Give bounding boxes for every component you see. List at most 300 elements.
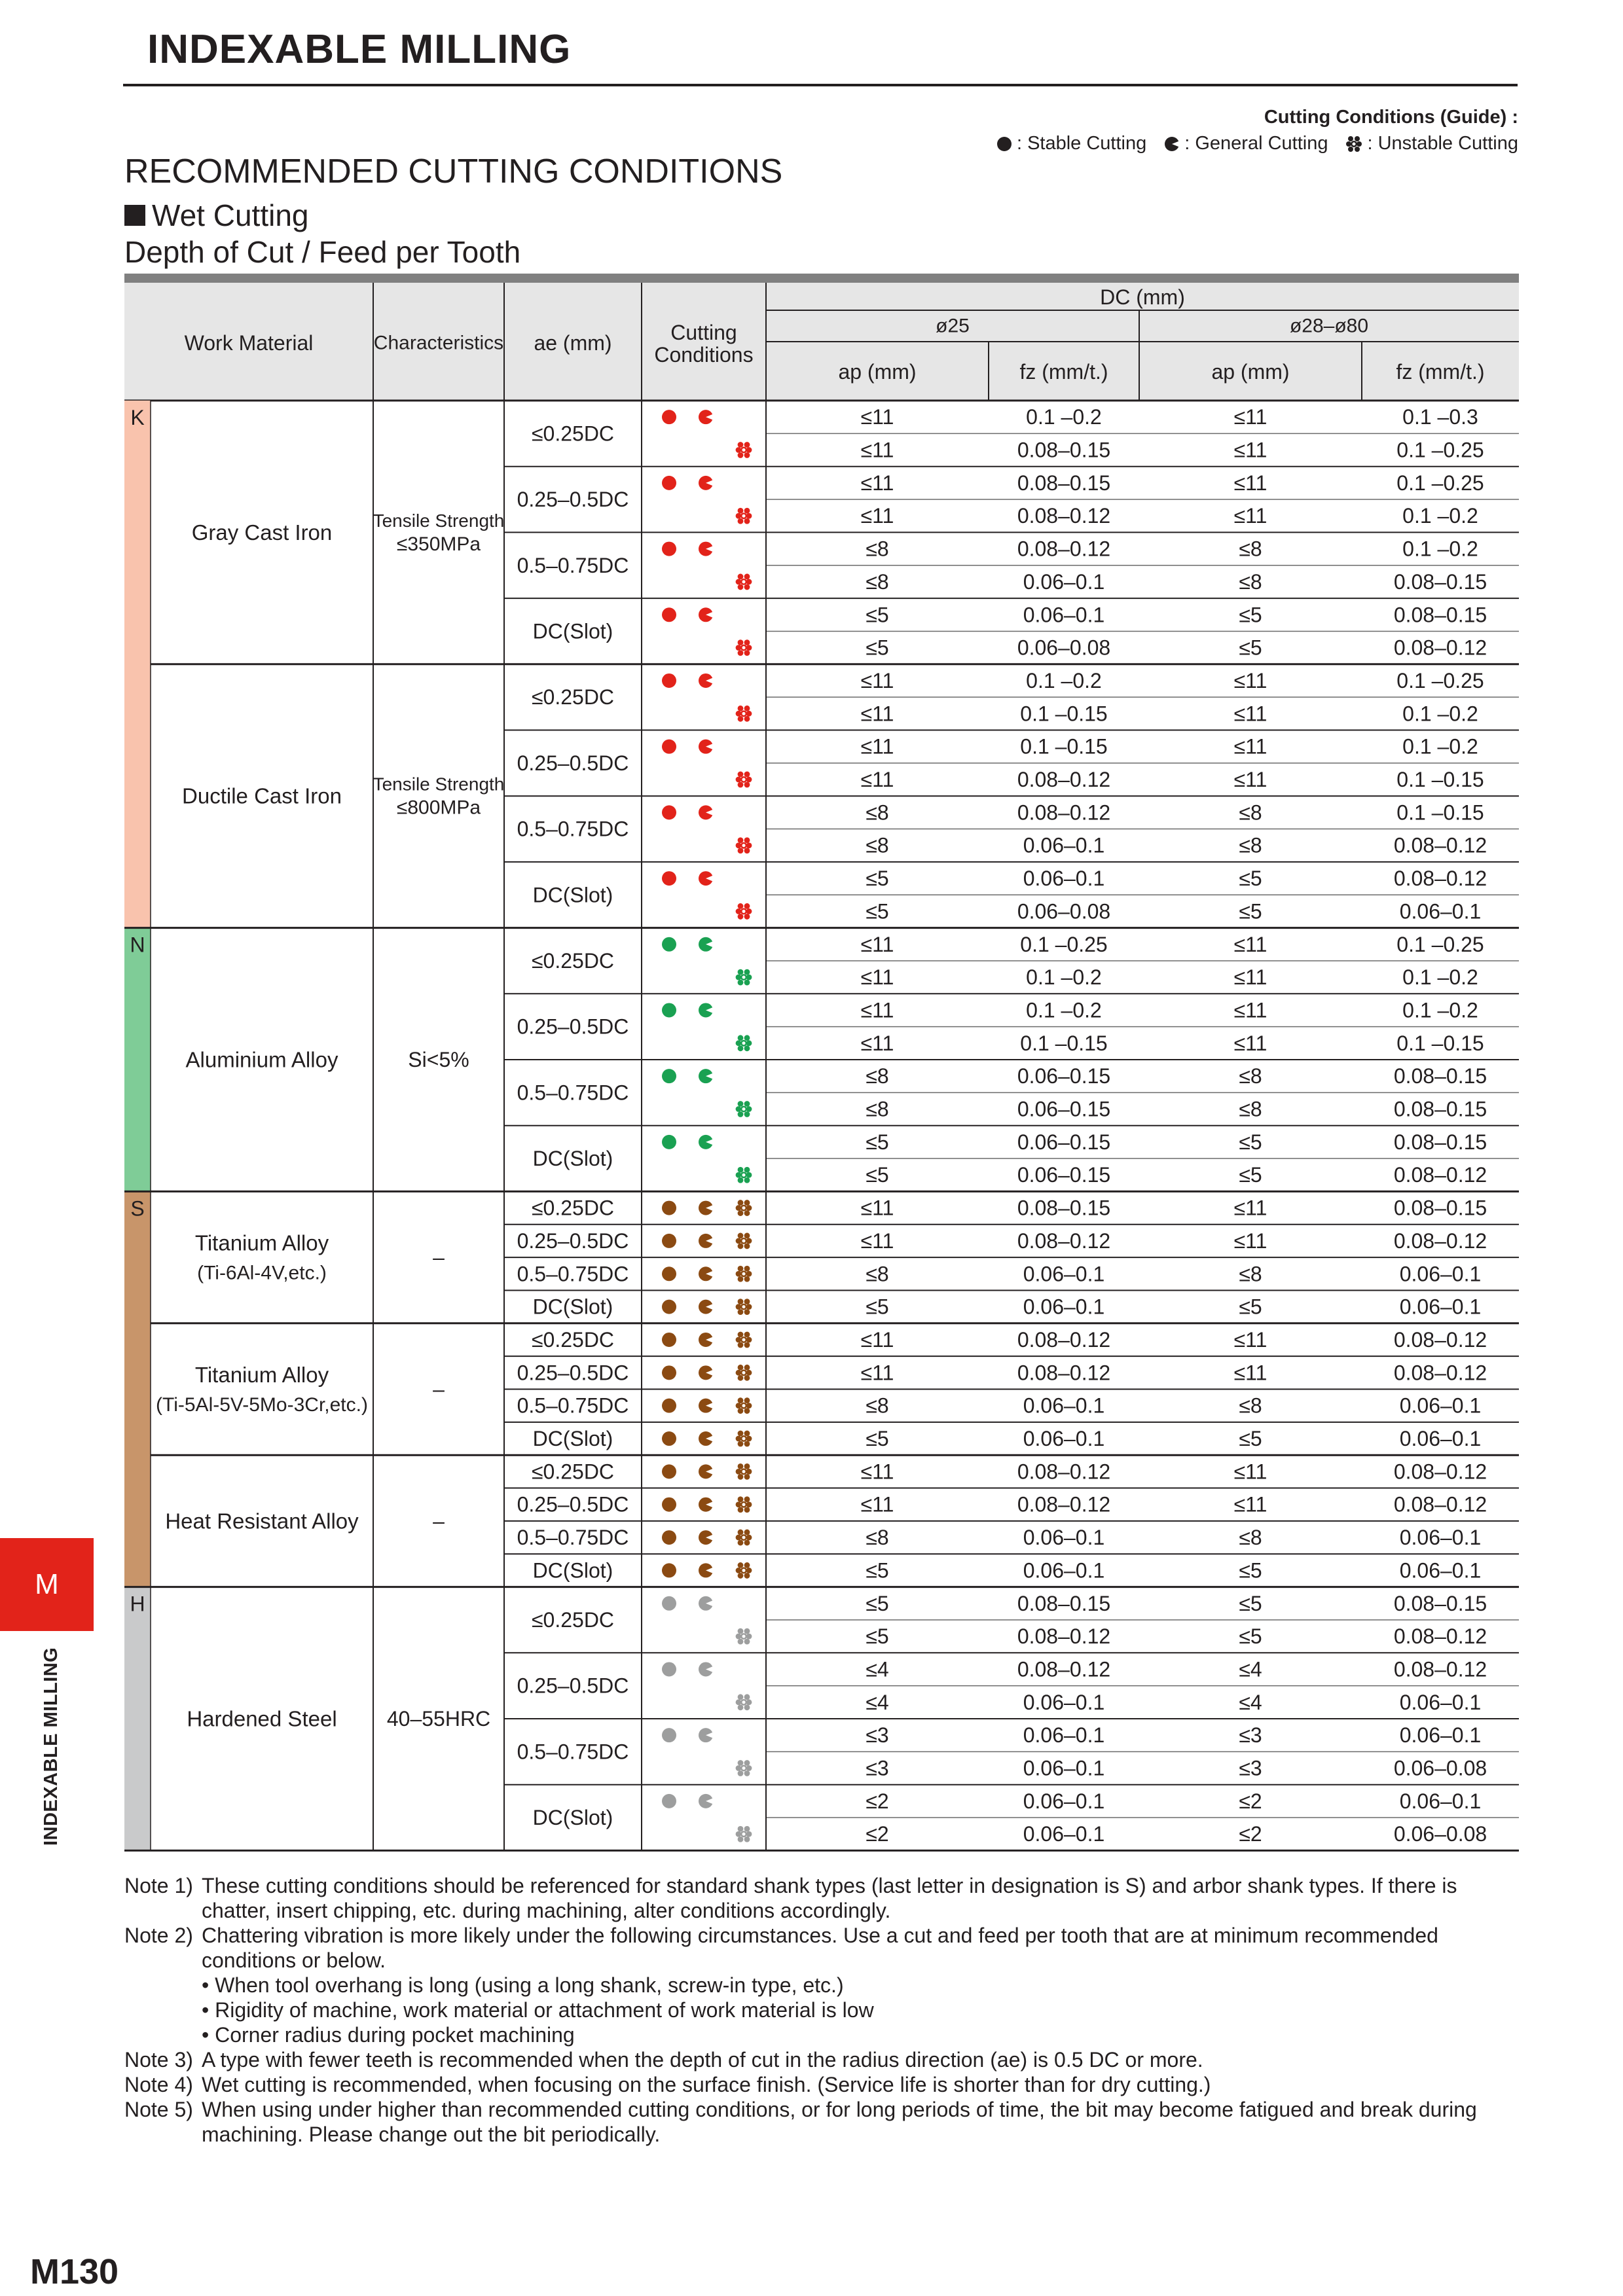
cell-fz-d25: 0.06–0.1: [1023, 1262, 1105, 1286]
cell-ap-d25: ≤11: [860, 702, 894, 726]
stable-cutting-icon: [662, 1530, 676, 1545]
stable-cutting-icon: [662, 1300, 676, 1314]
iso-group-color-bar: [124, 1587, 151, 1851]
cell-fz-d28: 0.1 –0.2: [1402, 734, 1478, 759]
cell-fz-d28: 0.08–0.15: [1393, 1591, 1487, 1615]
unstable-cutting-icon-petal: [744, 1540, 750, 1546]
cell-work-material: Hardened Steel: [187, 1706, 337, 1731]
cell-ap-d28: ≤8: [1239, 537, 1262, 561]
cell-fz-d28: 0.1 –0.25: [1396, 668, 1484, 692]
cell-fz-d28: 0.08–0.12: [1393, 1361, 1487, 1385]
unstable-cutting-icon-petal: [738, 980, 744, 986]
stable-cutting-icon: [662, 1003, 676, 1017]
unstable-cutting-icon-petal: [738, 1562, 744, 1568]
unstable-cutting-icon-petal: [744, 706, 750, 711]
cell-ap-d25: ≤8: [866, 1526, 889, 1550]
cell-fz-d28: 0.08–0.12: [1393, 1327, 1487, 1352]
cell-ae: DC(Slot): [532, 619, 613, 643]
unstable-cutting-icon: [736, 1200, 752, 1216]
cell-fz-d25: 0.06–0.1: [1023, 1393, 1105, 1418]
unstable-cutting-icon-hole: [742, 1338, 746, 1341]
header-cutting: Cutting: [670, 321, 737, 344]
cell-fz-d25: 0.08–0.12: [1017, 537, 1111, 561]
cell-ap-d25: ≤8: [866, 1064, 889, 1088]
cell-fz-d28: 0.1 –0.2: [1402, 702, 1478, 726]
cell-fz-d28: 0.08–0.12: [1393, 1460, 1487, 1484]
cell-work-material-grade: (Ti-6Al-4V,etc.): [197, 1262, 327, 1284]
stable-cutting-icon: [662, 740, 676, 754]
unstable-cutting-icon-petal: [738, 1342, 744, 1348]
stable-cutting-icon: [996, 135, 1013, 152]
unstable-cutting-icon-petal: [738, 1276, 744, 1282]
cell-fz-d28: 0.06–0.1: [1399, 1723, 1482, 1748]
unstable-cutting-icon-petal: [738, 1408, 744, 1414]
unstable-cutting-icon: [736, 1365, 752, 1381]
side-tab-m[interactable]: M: [0, 1538, 94, 1631]
cell-fz-d25: 0.08–0.15: [1017, 1591, 1111, 1615]
unstable-cutting-icon: [736, 1826, 752, 1842]
unstable-cutting-icon-petal: [744, 1694, 750, 1700]
cell-fz-d25: 0.08–0.12: [1017, 800, 1111, 825]
cell-ap-d25: ≤5: [866, 1624, 889, 1649]
unstable-cutting-icon-petal: [738, 639, 744, 645]
cell-ap-d25: ≤5: [866, 1558, 889, 1583]
unstable-cutting-icon-petal: [744, 914, 750, 920]
unstable-cutting-icon-petal: [738, 1441, 744, 1447]
legend-title: Cutting Conditions (Guide) :: [1264, 107, 1518, 128]
cell-ap-d25: ≤5: [866, 1130, 889, 1154]
stable-cutting-icon: [662, 1662, 676, 1676]
cell-fz-d28: 0.1 –0.15: [1396, 800, 1484, 825]
note-4: [124, 2072, 1525, 2097]
cell-ap-d28: ≤5: [1239, 867, 1262, 891]
cell-ap-d25: ≤11: [860, 734, 894, 759]
cell-fz-d25: 0.06–0.15: [1017, 1097, 1111, 1121]
unstable-cutting-icon: [736, 574, 752, 590]
cell-characteristics: Si<5%: [408, 1048, 469, 1071]
cell-fz-d28: 0.08–0.15: [1393, 1097, 1487, 1121]
cell-ap-d28: ≤5: [1239, 1130, 1262, 1154]
cell-fz-d28: 0.06–0.1: [1399, 1427, 1482, 1451]
unstable-cutting-icon-hole: [742, 1107, 746, 1111]
unstable-cutting-icon: [736, 1299, 752, 1315]
unstable-cutting-icon-petal: [744, 1463, 750, 1469]
cell-ap-d28: ≤5: [1239, 1558, 1262, 1583]
unstable-cutting-icon-hole: [742, 646, 746, 649]
unstable-cutting-icon-hole: [742, 1206, 746, 1210]
note-2-label: Note 2): [124, 1924, 193, 1947]
unstable-cutting-icon-petal: [738, 1507, 744, 1513]
unstable-cutting-icon-petal: [738, 1530, 744, 1535]
stable-cutting-icon: [662, 1596, 676, 1611]
cell-fz-d25: 0.06–0.1: [1023, 569, 1105, 594]
cell-ap-d25: ≤2: [866, 1789, 889, 1813]
unstable-cutting-icon-petal: [744, 1299, 750, 1304]
cell-fz-d28: 0.1 –0.25: [1396, 471, 1484, 495]
unstable-cutting-icon-petal: [744, 1200, 750, 1206]
cell-fz-d25: 0.08–0.12: [1017, 1361, 1111, 1385]
header-title: INDEXABLE MILLING: [147, 27, 572, 72]
cell-fz-d28: 0.1 –0.2: [1402, 965, 1478, 990]
cell-fz-d25: 0.08–0.15: [1017, 438, 1111, 462]
cell-ap-d28: ≤8: [1239, 569, 1262, 594]
stable-cutting-icon: [662, 1794, 676, 1808]
cell-ap-d25: ≤5: [866, 867, 889, 891]
cell-fz-d28: 0.08–0.12: [1393, 1229, 1487, 1253]
cell-ap-d28: ≤8: [1239, 1262, 1262, 1286]
stable-cutting-icon: [662, 673, 676, 688]
cell-fz-d25: 0.08–0.12: [1017, 504, 1111, 528]
unstable-cutting-icon-hole: [742, 1569, 746, 1572]
cell-fz-d25: 0.06–0.15: [1017, 1130, 1111, 1154]
unstable-cutting-icon-petal: [744, 1408, 750, 1414]
unstable-cutting-icon-petal: [738, 1397, 744, 1403]
unstable-cutting-icon-petal: [744, 1562, 750, 1568]
unstable-cutting-icon: [736, 772, 752, 788]
cell-fz-d28: 0.06–0.1: [1399, 1295, 1482, 1319]
note-4-text: Wet cutting is recommended, when focusing on the surface finish. (Service life is shorter than for dry cutting.): [202, 2073, 1211, 2096]
cell-ae: ≤0.25DC: [531, 1196, 615, 1220]
cell-ae: 0.5–0.75DC: [517, 817, 629, 841]
cell-ap-d28: ≤8: [1239, 1526, 1262, 1550]
cell-fz-d25: 0.1 –0.15: [1020, 702, 1108, 726]
unstable-cutting-icon-petal: [744, 772, 750, 778]
cell-ap-d28: ≤5: [1239, 603, 1262, 627]
unstable-cutting-icon-petal: [744, 1837, 750, 1842]
cell-fz-d28: 0.1 –0.25: [1396, 438, 1484, 462]
cell-ae: DC(Slot): [532, 1295, 613, 1319]
note-2-bullet-1: • When tool overhang is long (using a long shank, screw-in type, etc.): [202, 1973, 844, 1997]
cell-ap-d25: ≤11: [860, 1031, 894, 1055]
cell-fz-d28: 0.08–0.12: [1393, 1492, 1487, 1516]
cell-ae: 0.25–0.5DC: [517, 1229, 629, 1253]
unstable-cutting-icon: [736, 1562, 752, 1579]
unstable-cutting-icon-hole: [742, 778, 746, 781]
cell-ap-d28: ≤11: [1233, 998, 1267, 1022]
header-rule: [123, 84, 1518, 86]
general-cutting-icon: [1163, 135, 1180, 152]
unstable-cutting-icon-petal: [744, 1375, 750, 1381]
unstable-cutting-icon-petal: [744, 1704, 750, 1710]
unstable-cutting-icon-petal: [738, 1628, 744, 1634]
stable-cutting-icon: [662, 542, 676, 556]
cell-fz-d25: 0.08–0.12: [1017, 1492, 1111, 1516]
iso-group-color-bar: [124, 1191, 151, 1587]
unstable-cutting-icon: [736, 837, 752, 853]
cell-ap-d28: ≤11: [1233, 1327, 1267, 1352]
stable-cutting-icon: [662, 1234, 676, 1248]
unstable-cutting-icon-petal: [744, 1639, 750, 1645]
unstable-cutting-icon: [736, 903, 752, 920]
cell-fz-d25: 0.06–0.1: [1023, 1295, 1105, 1319]
cell-ap-d28: ≤11: [1233, 702, 1267, 726]
iso-group-code: K: [130, 406, 145, 429]
unstable-cutting-icon-hole: [742, 580, 746, 583]
unstable-cutting-icon-petal: [738, 1770, 744, 1776]
cell-ap-d25: ≤5: [866, 899, 889, 924]
cell-ae: 0.5–0.75DC: [517, 1740, 629, 1764]
cell-work-material-grade: (Ti-5Al-5V-5Mo-3Cr,etc.): [156, 1394, 368, 1416]
cell-fz-d28: 0.06–0.1: [1399, 899, 1482, 924]
cell-fz-d28: 0.1 –0.25: [1396, 932, 1484, 956]
legend-general-label: : General Cutting: [1184, 133, 1328, 154]
unstable-cutting-icon-petal: [738, 1365, 744, 1371]
cell-ap-d28: ≤11: [1233, 965, 1267, 990]
cell-ap-d25: ≤11: [860, 1460, 894, 1484]
unstable-cutting-icon-hole: [742, 1635, 746, 1638]
cell-ap-d28: ≤4: [1239, 1690, 1262, 1714]
unstable-cutting-icon-hole: [742, 448, 746, 452]
cell-fz-d25: 0.06–0.1: [1023, 1756, 1105, 1780]
note-2-text: Chattering vibration is more likely under the following circumstances. Use a cut and feed per tooth that are at minimum recommended conditions or below.: [202, 1924, 1438, 1972]
stable-cutting-icon: [662, 1201, 676, 1215]
unstable-cutting-icon-petal: [738, 1177, 744, 1183]
cell-fz-d25: 0.08–0.15: [1017, 1196, 1111, 1220]
unstable-cutting-icon-petal: [744, 1826, 750, 1832]
cell-ap-d28: ≤11: [1233, 405, 1267, 429]
cell-characteristics-value: ≤800MPa: [396, 797, 481, 819]
unstable-cutting-icon-petal: [738, 716, 744, 722]
unstable-cutting-icon-petal: [738, 1233, 744, 1239]
unstable-cutting-icon-petal: [744, 848, 750, 853]
cell-characteristics: Tensile Strength: [373, 510, 505, 531]
unstable-cutting-icon-petal: [738, 782, 744, 788]
cell-ae: ≤0.25DC: [531, 1460, 615, 1484]
cell-ap-d28: ≤11: [1233, 932, 1267, 956]
unstable-cutting-icon-petal: [738, 903, 744, 909]
unstable-cutting-icon: [736, 969, 752, 986]
unstable-cutting-icon-petal: [738, 914, 744, 920]
unstable-cutting-icon-petal: [744, 716, 750, 722]
header-dc: DC (mm): [1100, 285, 1185, 309]
unstable-cutting-icon-petal: [738, 1826, 744, 1832]
unstable-cutting-icon: [736, 1035, 752, 1051]
unstable-cutting-icon-petal: [738, 1035, 744, 1041]
unstable-cutting-icon-petal: [738, 1573, 744, 1579]
section-subtitle: [124, 198, 308, 233]
unstable-cutting-icon-petal: [738, 848, 744, 853]
unstable-cutting-icon-petal: [738, 650, 744, 656]
note-4-label: Note 4): [124, 2073, 193, 2096]
unstable-cutting-icon-hole: [742, 844, 746, 847]
cell-work-material: Titanium Alloy: [194, 1230, 329, 1255]
note-1: [124, 1873, 1525, 1923]
cell-characteristics: –: [433, 1509, 445, 1533]
unstable-cutting-icon-petal: [738, 1045, 744, 1051]
unstable-cutting-icon-petal: [738, 969, 744, 975]
unstable-cutting-icon-petal: [738, 1837, 744, 1842]
cell-ae: DC(Slot): [532, 1427, 613, 1451]
cell-ae: ≤0.25DC: [531, 685, 615, 709]
cell-fz-d25: 0.08–0.12: [1017, 1229, 1111, 1253]
unstable-cutting-icon: [736, 1463, 752, 1480]
stable-cutting-icon: [662, 937, 676, 952]
note-5-text: When using under higher than recommended cutting conditions, or for long periods of time, the bit may become fatigued and break during machining. Please change out the bit periodically.: [202, 2098, 1477, 2146]
unstable-cutting-icon-petal: [738, 1101, 744, 1107]
unstable-cutting-icon-petal: [738, 1496, 744, 1502]
stable-cutting-icon: [662, 1464, 676, 1479]
unstable-cutting-icon: [736, 508, 752, 524]
note-1-text: These cutting conditions should be referenced for standard shank types (last letter in designation is S) and arbor shank types. If there is chatter, insert chipping, etc. during machining, alter conditions accordingly.: [202, 1874, 1457, 1922]
cell-fz-d28: 0.1 –0.2: [1402, 537, 1478, 561]
cell-ae: DC(Slot): [532, 1147, 613, 1171]
unstable-cutting-icon-petal: [738, 1309, 744, 1315]
cell-ap-d25: ≤11: [860, 405, 894, 429]
stable-cutting-icon: [662, 1365, 676, 1380]
cell-work-material: Ductile Cast Iron: [182, 783, 342, 808]
unstable-cutting-icon-petal: [744, 1441, 750, 1447]
cell-ae: ≤0.25DC: [531, 422, 615, 446]
cell-ap-d25: ≤3: [866, 1756, 889, 1780]
cell-ap-d25: ≤8: [866, 1097, 889, 1121]
cell-fz-d25: 0.1 –0.2: [1026, 998, 1102, 1022]
cell-ap-d25: ≤3: [866, 1723, 889, 1748]
note-2-bullet-2: • Rigidity of machine, work material or attachment of work material is low: [202, 1998, 874, 2022]
cell-ap-d25: ≤11: [860, 1492, 894, 1516]
stable-cutting-icon: [662, 805, 676, 819]
unstable-cutting-icon-petal: [738, 1474, 744, 1480]
cell-fz-d28: 0.08–0.15: [1393, 569, 1487, 594]
unstable-cutting-icon: [736, 1266, 752, 1282]
cell-work-material: Heat Resistant Alloy: [165, 1509, 359, 1534]
cell-fz-d28: 0.08–0.15: [1393, 1130, 1487, 1154]
unstable-cutting-icon-petal: [738, 837, 744, 843]
cell-ap-d28: ≤11: [1233, 768, 1267, 792]
note-1-label: Note 1): [124, 1874, 193, 1897]
cell-ap-d28: ≤11: [1233, 438, 1267, 462]
cell-ae: ≤0.25DC: [531, 948, 615, 973]
cell-fz-d25: 0.08–0.12: [1017, 1460, 1111, 1484]
cell-fz-d25: 0.06–0.1: [1023, 867, 1105, 891]
unstable-cutting-icon-petal: [738, 1431, 744, 1437]
cell-fz-d28: 0.08–0.12: [1393, 1624, 1487, 1649]
unstable-cutting-icon-petal: [744, 1770, 750, 1776]
cell-fz-d28: 0.1 –0.15: [1396, 1031, 1484, 1055]
cell-ap-d28: ≤11: [1233, 1460, 1267, 1484]
cell-ap-d25: ≤5: [866, 1163, 889, 1187]
cell-ae: 0.25–0.5DC: [517, 1361, 629, 1385]
unstable-cutting-icon: [736, 442, 752, 458]
unstable-cutting-icon: [736, 1530, 752, 1546]
cell-ae: 0.25–0.5DC: [517, 1674, 629, 1698]
unstable-cutting-icon-petal: [744, 1167, 750, 1173]
unstable-cutting-icon-hole: [742, 1272, 746, 1276]
cell-ae: 0.25–0.5DC: [517, 1492, 629, 1516]
cell-fz-d25: 0.06–0.1: [1023, 603, 1105, 627]
cell-ae: DC(Slot): [532, 1806, 613, 1830]
unstable-cutting-icon-petal: [744, 442, 750, 448]
unstable-cutting-icon: [736, 1694, 752, 1710]
unstable-cutting-icon-petal: [744, 518, 750, 524]
cell-fz-d25: 0.1 –0.25: [1020, 932, 1108, 956]
cell-fz-d25: 0.06–0.15: [1017, 1163, 1111, 1187]
cell-ap-d25: ≤8: [866, 1393, 889, 1418]
cell-fz-d25: 0.06–0.1: [1023, 833, 1105, 857]
cell-fz-d28: 0.08–0.12: [1393, 833, 1487, 857]
unstable-cutting-icon-petal: [738, 1244, 744, 1249]
cell-ae: 0.25–0.5DC: [517, 488, 629, 512]
unstable-cutting-icon-petal: [738, 1375, 744, 1381]
unstable-cutting-icon-petal: [744, 980, 750, 986]
unstable-cutting-icon-petal: [738, 772, 744, 778]
cell-ae: 0.5–0.75DC: [517, 1262, 629, 1286]
cell-work-material: Titanium Alloy: [194, 1363, 329, 1387]
cell-fz-d28: 0.08–0.15: [1393, 1196, 1487, 1220]
unstable-cutting-icon-petal: [738, 1760, 744, 1766]
unstable-cutting-icon-petal: [738, 1332, 744, 1338]
cell-fz-d25: 0.08–0.12: [1017, 1327, 1111, 1352]
unstable-cutting-icon: [736, 1397, 752, 1414]
stable-cutting-icon: [662, 1399, 676, 1413]
cell-ap-d28: ≤5: [1239, 1427, 1262, 1451]
cell-fz-d25: 0.06–0.1: [1023, 1526, 1105, 1550]
cutting-conditions-table: [124, 274, 1519, 1862]
stable-cutting-icon: [662, 476, 676, 490]
cell-ap-d28: ≤5: [1239, 899, 1262, 924]
cell-ap-d25: ≤11: [860, 932, 894, 956]
cell-fz-d28: 0.1 –0.2: [1402, 998, 1478, 1022]
stable-cutting-icon: [662, 1563, 676, 1577]
unstable-cutting-icon-petal: [738, 1463, 744, 1469]
cell-ap-d28: ≤11: [1233, 1361, 1267, 1385]
unstable-cutting-icon-petal: [744, 1507, 750, 1513]
unstable-cutting-icon-petal: [744, 1496, 750, 1502]
cell-fz-d28: 0.06–0.08: [1393, 1822, 1487, 1846]
unstable-cutting-icon-petal: [744, 1101, 750, 1107]
header-fz-2: fz (mm/t.): [1396, 360, 1485, 384]
unstable-cutting-icon-petal: [744, 1332, 750, 1338]
stable-cutting-icon: [662, 1498, 676, 1512]
cell-fz-d25: 0.06–0.08: [1017, 636, 1111, 660]
iso-group-color-bar: [124, 401, 151, 928]
cell-ap-d28: ≤8: [1239, 800, 1262, 825]
cell-ap-d25: ≤11: [860, 1229, 894, 1253]
unstable-cutting-icon-petal: [744, 508, 750, 514]
cell-ap-d28: ≤11: [1233, 734, 1267, 759]
unstable-cutting-icon-petal: [744, 1266, 750, 1272]
cell-ap-d25: ≤11: [860, 504, 894, 528]
cell-ap-d25: ≤5: [866, 1427, 889, 1451]
unstable-cutting-icon-petal: [744, 1233, 750, 1239]
cell-fz-d25: 0.08–0.12: [1017, 1657, 1111, 1681]
note-2: [124, 1923, 1525, 1973]
cell-ap-d28: ≤11: [1233, 1492, 1267, 1516]
unstable-cutting-icon-hole: [742, 1767, 746, 1770]
cell-characteristics: Tensile Strength: [373, 774, 505, 795]
unstable-cutting-icon-petal: [744, 1431, 750, 1437]
cell-ap-d25: ≤11: [860, 1327, 894, 1352]
stable-cutting-icon: [662, 410, 676, 424]
cell-fz-d28: 0.06–0.1: [1399, 1262, 1482, 1286]
cell-fz-d28: 0.1 –0.3: [1402, 405, 1478, 429]
cell-ap-d25: ≤2: [866, 1822, 889, 1846]
unstable-cutting-icon-hole: [742, 1700, 746, 1704]
stable-cutting-icon: [662, 871, 676, 886]
note-5-label: Note 5): [124, 2098, 193, 2121]
unstable-cutting-icon-petal: [744, 1342, 750, 1348]
cell-fz-d25: 0.06–0.08: [1017, 899, 1111, 924]
cell-ap-d25: ≤11: [860, 471, 894, 495]
cell-ae: 0.5–0.75DC: [517, 1526, 629, 1550]
unstable-cutting-icon-petal: [744, 1210, 750, 1216]
unstable-cutting-icon-hole: [742, 712, 746, 715]
unstable-cutting-icon-hole: [742, 1833, 746, 1836]
side-vertical-label-text: INDEXABLE MILLING: [41, 1647, 62, 1846]
cell-ap-d25: ≤8: [866, 537, 889, 561]
section-title: RECOMMENDED CUTTING CONDITIONS: [124, 152, 783, 190]
stable-cutting-icon: [662, 1333, 676, 1347]
unstable-cutting-icon: [736, 1628, 752, 1645]
